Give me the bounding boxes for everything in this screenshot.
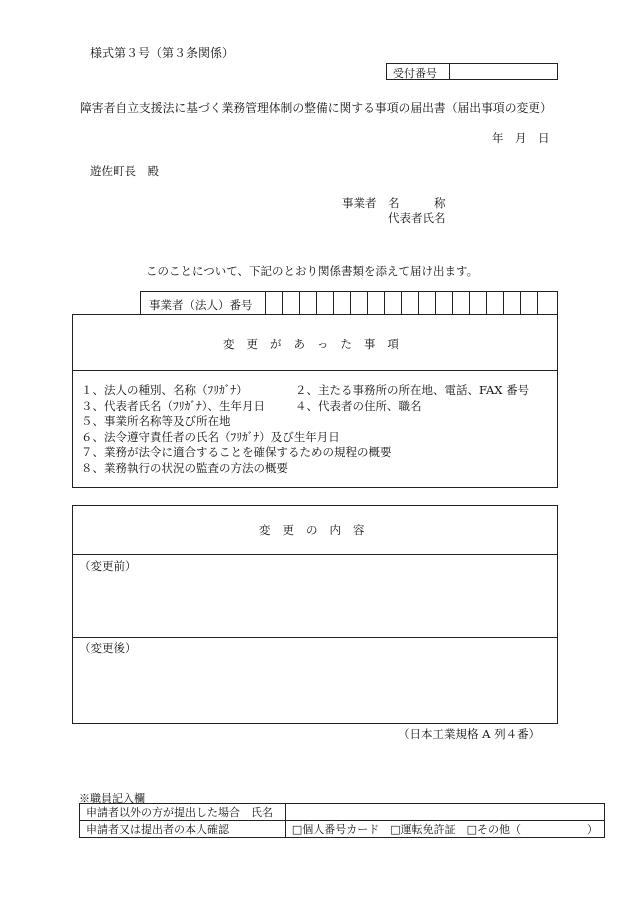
reception-number-box: [386, 63, 558, 80]
digit-cell-divider: [367, 292, 368, 314]
digit-cell-divider: [435, 292, 436, 314]
after-label: （変更後）: [79, 641, 137, 655]
changed-item: ４、代表者の住所、職名: [295, 398, 422, 413]
digit-cell-divider: [537, 292, 538, 314]
change-content-heading: 変更の内容: [259, 523, 377, 537]
changed-items-heading: 変更があった事項: [223, 337, 411, 351]
identity-check-options[interactable]: □個人番号カード □運転免許証 □その他（ ）: [285, 821, 604, 838]
digit-cell-divider: [469, 292, 470, 314]
changed-item: ３、代表者氏名（ﾌﾘｶﾞﾅ）、生年月日: [81, 398, 265, 413]
content-heading-divider: [73, 554, 557, 555]
reception-number-label: 受付番号: [393, 67, 437, 80]
digit-cell-divider: [350, 292, 351, 314]
digit-cell-divider: [299, 292, 300, 314]
after-field[interactable]: [81, 654, 547, 716]
reception-divider: [449, 64, 450, 79]
digit-cell-divider: [486, 292, 487, 314]
digit-cell-divider: [401, 292, 402, 314]
submitter-name-field[interactable]: [285, 804, 604, 821]
digit-cell-divider: [384, 292, 385, 314]
before-after-divider: [73, 637, 557, 638]
before-field[interactable]: [81, 572, 547, 634]
changed-item: ５、事業所名称等及び所在地: [81, 414, 231, 428]
digit-cell-divider: [452, 292, 453, 314]
business-number-label: 事業者（法人）番号: [149, 298, 253, 312]
digit-cell-divider: [520, 292, 521, 314]
staff-table: [79, 803, 605, 838]
before-label: （変更前）: [79, 559, 137, 573]
digit-cell-divider: [282, 292, 283, 314]
changed-item: ２、主たる事務所の所在地、電話、FAX 番号: [295, 383, 530, 397]
changed-items-box: [72, 314, 558, 488]
date-line[interactable]: 年 月 日: [492, 131, 550, 145]
digit-cell-divider: [333, 292, 334, 314]
digit-cell-divider: [316, 292, 317, 314]
changed-item: ８、業務執行の状況の監査の方法の概要: [81, 460, 288, 475]
change-content-box: [72, 505, 558, 724]
staff-row-submitter: [80, 804, 605, 821]
body-text: このことについて、下記のとおり関係書類を添えて届け出ます。: [146, 264, 479, 278]
changed-item: １、法人の種別、名称（ﾌﾘｶﾞﾅ）: [81, 383, 248, 397]
paper-size-note: （日本工業規格 A 列４番）: [398, 727, 541, 741]
addressee: 遊佐町長 殿: [90, 164, 159, 178]
digit-cell-divider: [265, 292, 266, 314]
identity-check-label: 申請者又は提出者の本人確認: [80, 821, 286, 838]
changed-item: ７、業務が法令に適合することを確保するための規程の概要: [81, 445, 392, 459]
business-number-row: [140, 291, 558, 315]
digit-cell-divider: [418, 292, 419, 314]
form-number: 様式第３号（第３条関係）: [90, 46, 235, 60]
representative-name-label: 代表者氏名: [388, 211, 446, 225]
document-title: 障害者自立支援法に基づく業務管理体制の整備に関する事項の届出書（届出事項の変更）: [80, 101, 552, 115]
business-name-label: 事業者 名 称: [342, 196, 446, 210]
digit-cell-divider: [503, 292, 504, 314]
staff-section-title: ※職員記入欄: [79, 792, 145, 805]
changed-item: ６、法令遵守責任者の氏名（ﾌﾘｶﾞﾅ）及び生年月日: [81, 429, 340, 444]
changed-items-divider: [73, 370, 557, 371]
submitter-label: 申請者以外の方が提出した場合 氏名: [80, 804, 286, 821]
staff-row-identity: [80, 821, 605, 838]
